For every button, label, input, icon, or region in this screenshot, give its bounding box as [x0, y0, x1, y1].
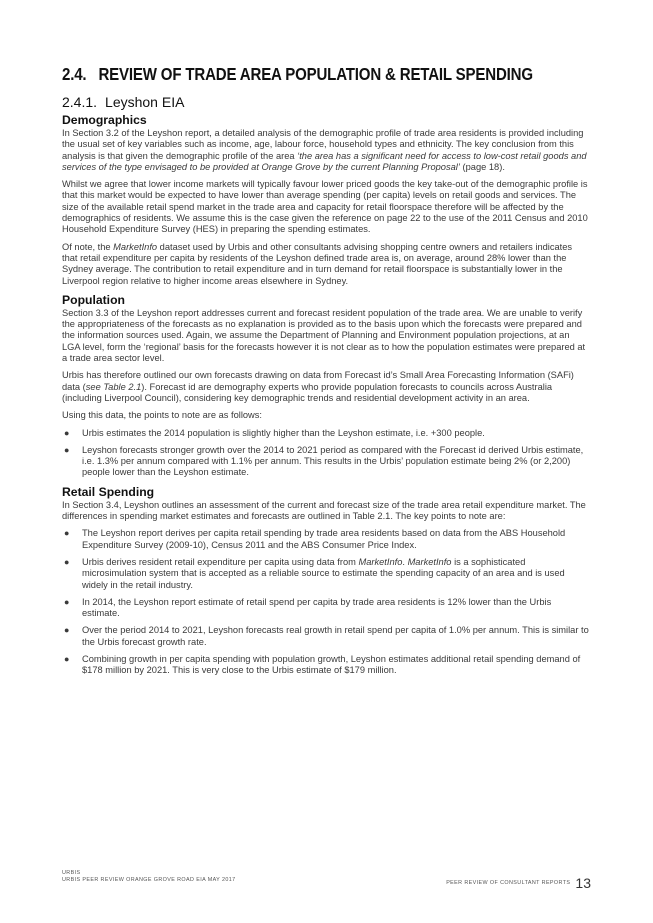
population-bullet-list — [62, 428, 590, 479]
footer-section-title: PEER REVIEW OF CONSULTANT REPORTS — [446, 879, 571, 886]
section-number: 2.4. — [62, 64, 87, 84]
demographics-paragraph-3: Of note, the MarketInfo dataset used by Urbis and other consultants advising shopping centre owners and retailers indicates that retail expenditure per capita by residents of the Leyshon defined trade area is, on average, around 28% lower than the Sydney average. The contribution to retail expenditure and in turn demand for retail floorspace is substantially lower in the Liverpool region relative to higher income areas elsewhere in Sydney. — [62, 241, 573, 286]
subsection-title: Leyshon EIA — [105, 94, 185, 110]
bullet-icon: ● — [64, 444, 70, 455]
list-item: ● Urbis estimates the 2014 population is slightly higher than the Leyshon estimate, i.e. +300 people. — [64, 427, 485, 438]
section-title: REVIEW OF TRADE AREA POPULATION & RETAIL SPENDING — [98, 64, 533, 84]
bullet-icon: ● — [64, 625, 70, 636]
footer-right — [446, 874, 591, 892]
population-heading: Population — [62, 292, 125, 307]
subsection-heading — [62, 94, 590, 110]
footer-document-title: URBIS PEER REVIEW ORANGE GROVE ROAD EIA MAY 2017 — [62, 877, 236, 883]
list-item: ● Urbis derives resident retail expenditure per capita using data from MarketInfo. MarketInfo is a sophisticated microsimulation system that is accepted as a reliable source to estimate the spending capacity of an area and is used widely in the retail industry. — [64, 556, 565, 590]
list-item: ● Combining growth in per capita spending with population growth, Leyshon estimates additional retail spending demand of $178 million by 2021. This is very close to the Urbis estimate of $179 million. — [64, 653, 581, 676]
population-paragraph-1: Section 3.3 of the Leyshon report addresses current and forecast resident population of the trade area. We are unable to verify the appropriateness of the forecasts as no explanation is provided as to the basis upon which the forecasts were prepared and the information sources used. Again, we assume the Department of Planning and Environment population projections, at an LGA level, form the ‘regional’ basis for the forecasts however it is not clear as to how the population estimates were prepared at a trade area sector level. — [62, 307, 586, 364]
retail-spending-heading: Retail Spending — [62, 484, 155, 499]
list-item: ● In 2014, the Leyshon report estimate of retail spend per capita by trade area residents is 12% lower than the Urbis estimate. — [64, 596, 552, 619]
demographics-paragraph-2: Whilst we agree that lower income markets will typically favour lower priced goods the key take-out of the demographic profile is that this market would be expected to have lower than average spending (per capita) levels on retail goods and services. The size of the available retail spend market in the trade area and capacity for retail floorspace therefore will be affected by the demographics of residents. We assume this is the case given the reference on page 22 to the use of the 2011 Census and 2010 Household Expenditure Survey (HES) in preparing the spending estimates. — [62, 179, 588, 235]
bullet-icon: ● — [64, 653, 70, 664]
bullet-icon: ● — [64, 556, 70, 567]
document-page — [62, 64, 590, 683]
retail-bullet-list — [62, 528, 590, 676]
list-item: ● The Leyshon report derives per capita retail spending by trade area residents based on data from the ABS Household Expenditure Survey (2009-10), Census 2011 and the ABS Consumer Price Index. — [64, 528, 566, 550]
demographics-paragraph-1: In Section 3.2 of the Leyshon report, a detailed analysis of the demographic profile of trade area residents is provided including the usual set of key variables such as income, age, labour force, household types and ethnicity. The key conclusion from this analysis is that given the demographic profile of the area ‘the area has a significant need for access to low-cost retail goods and services of the type envisaged to be provided at Orange Grove by the current Planning Proposal’ (page 18). — [62, 128, 587, 172]
population-paragraph-2: Urbis has therefore outlined our own forecasts drawing on data from Forecast id’s Small Area Forecasting Information (SAFi) data (see Table 2.1). Forecast id are demography experts who provide population forecasts to councils across Australia (including Liverpool Council), considering key demographic trends and residential development activity in an area. — [62, 370, 574, 403]
list-item: ● Over the period 2014 to 2021, Leyshon forecasts real growth in retail spend per capita of 1.0% per annum. This is similar to the Urbis forecast growth rate. — [64, 625, 589, 647]
list-item: ● Leyshon forecasts stronger growth over the 2014 to 2021 period as compared with the Forecast id derived Urbis estimate, i.e. 1.3% per annum compared with 1.1% per annum. This results in the Urbis’ population estimate being 2% (or 2,200) people lower than the Leyshon estimate. — [64, 444, 584, 478]
footer-company: URBIS — [62, 870, 81, 876]
bullet-icon: ● — [64, 596, 70, 607]
bullet-icon: ● — [64, 528, 70, 539]
page-number: 13 — [575, 874, 591, 891]
subsection-number: 2.4.1. — [62, 94, 98, 110]
retail-paragraph-1: In Section 3.4, Leyshon outlines an assessment of the current and forecast size of the trade area retail expenditure market. The differences in spending market estimates and forecasts are outlined in Table 2.1. The key points to note are: — [62, 499, 586, 522]
bullet-icon: ● — [64, 427, 70, 438]
page-footer — [62, 870, 591, 891]
quoted-text: ‘the area has a significant need for access to low-cost retail goods and services of the type envisaged to be provided at Orange Grove by the current Planning Proposal’ — [62, 150, 587, 172]
population-paragraph-3: Using this data, the points to note are as follows: — [62, 410, 262, 421]
section-heading — [62, 64, 533, 85]
demographics-heading: Demographics — [62, 113, 147, 127]
